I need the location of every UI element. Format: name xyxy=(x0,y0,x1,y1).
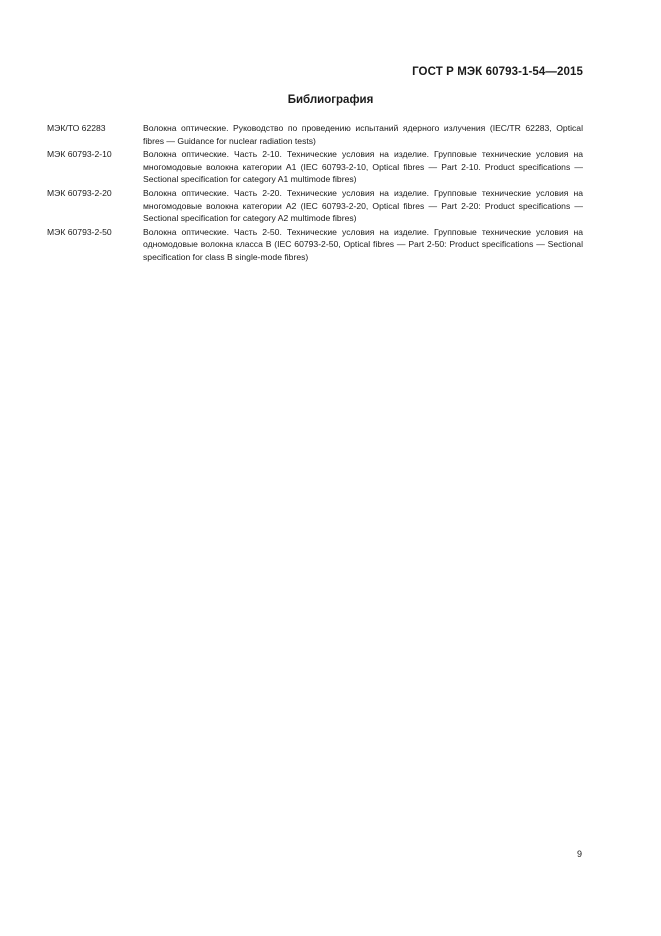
bibliography-text: Волокна оптические. Часть 2-50. Технические условия на изделие. Групповые технические условия на одномодовые волокна класса В (IEC 60793-2-50, Optical fibres — Part 2-50: Product specifications — Sectional specification for class B single-mode fibres) xyxy=(143,226,583,262)
bibliography-ref: МЭК 60793-2-50 xyxy=(47,226,112,237)
bibliography-text: Волокна оптические. Часть 2-10. Технические условия на изделие. Групповые технические условия на многомодовые волокна категории А1 (IEC 60793-2-10, Optical fibres — Part 2-10. Product specifications — Sectional specification for category A1 multimode fibres) xyxy=(143,149,583,185)
page-number: 9 xyxy=(576,849,582,859)
bibliography-ref: МЭК/ТО 62283 xyxy=(47,123,106,133)
bibliography-entry xyxy=(47,122,583,147)
bibliography-text: Волокна оптические. Часть 2-20. Технические условия на изделие. Групповые технические условия на многомодовые волокна категории А2 (IEC 60793-2-20, Optical fibres — Part 2-20: Product specifications — Sectional specification for category A2 multimode fibres) xyxy=(143,187,583,224)
bibliography-text: Волокна оптические. Руководство по проведению испытаний ядерного излучения (IEC/TR 62283, Optical fibres — Guidance for nuclear radiation tests) xyxy=(143,123,583,146)
bibliography-ref: МЭК 60793-2-20 xyxy=(47,187,112,198)
document-standard-code: ГОСТ Р МЭК 60793-1-54—2015 xyxy=(412,66,583,78)
bibliography-ref: МЭК 60793-2-10 xyxy=(47,149,112,160)
bibliography-entry xyxy=(47,148,583,186)
bibliography-entry xyxy=(47,226,583,264)
bibliography-entry xyxy=(47,187,583,225)
bibliography-list xyxy=(47,122,583,265)
page-title: Библиография xyxy=(287,94,374,106)
